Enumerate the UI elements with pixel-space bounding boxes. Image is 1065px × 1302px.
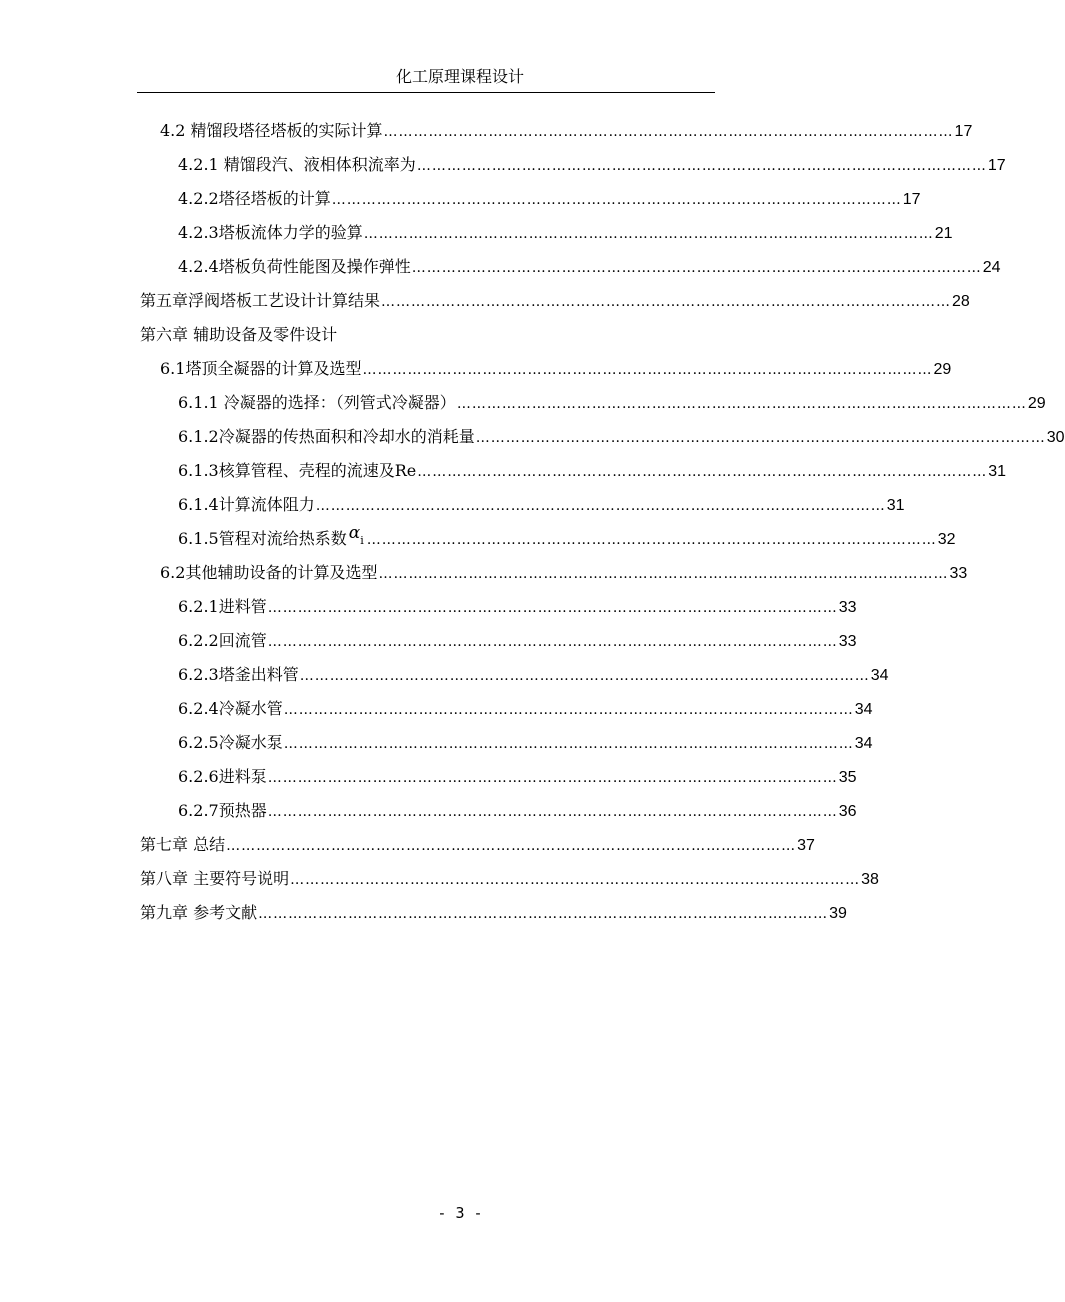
toc-entry[interactable] (178, 150, 1006, 180)
toc-entry-page: 17 (954, 123, 973, 140)
dot-leader: …………………………………………………………………………………………………… (363, 226, 934, 242)
toc-entry-label: 第七章 总结 (140, 835, 226, 854)
toc-entry[interactable] (160, 354, 952, 384)
toc-entry-label: 4.2.3塔板流体力学的验算 (178, 223, 363, 242)
toc-entry[interactable] (178, 796, 857, 826)
dot-leader: …………………………………………………………………………………………………… (381, 294, 952, 310)
toc-entry[interactable] (178, 626, 857, 656)
toc-entry[interactable] (160, 116, 973, 146)
toc-entry-label: 4.2.1 精馏段汽、液相体积流率为 (178, 155, 416, 174)
toc-entry-page: 34 (854, 701, 873, 718)
toc-entry-page: 30 (1046, 429, 1065, 446)
dot-leader: …………………………………………………………………………………………………… (290, 872, 861, 888)
toc-entry[interactable] (178, 660, 889, 690)
toc-entry-label: 4.2.4塔板负荷性能图及操作弹性 (178, 257, 411, 276)
toc-entry-label: 6.1.4计算流体阻力 (178, 495, 315, 514)
toc-entry-page: 17 (902, 191, 921, 208)
page-number: - 3 - (437, 1204, 483, 1222)
dot-leader: …………………………………………………………………………………………………… (383, 124, 954, 140)
dot-leader: …………………………………………………………………………………………………… (267, 634, 838, 650)
toc-entry-page: 35 (838, 769, 857, 786)
dot-leader: …………………………………………………………………………………………………… (362, 362, 933, 378)
toc-entry-page: 33 (838, 599, 857, 616)
toc-entry-page: 21 (934, 225, 953, 242)
dot-leader: …………………………………………………………………………………………………… (366, 532, 937, 548)
toc-entry-label: 6.1.3核算管程、壳程的流速及Re (178, 461, 417, 480)
toc-entry[interactable] (178, 388, 1046, 418)
toc-entry[interactable] (178, 762, 857, 792)
toc-entry[interactable] (178, 728, 873, 758)
toc-entry-page: 29 (933, 361, 952, 378)
dot-leader: …………………………………………………………………………………………………… (267, 804, 838, 820)
toc-entry[interactable] (178, 252, 1001, 282)
dot-leader: …………………………………………………………………………………………………… (226, 838, 797, 854)
dot-leader: …………………………………………………………………………………………………… (411, 260, 982, 276)
toc-entry-label: 6.1塔顶全凝器的计算及选型 (160, 359, 362, 378)
toc-entry-label: 6.2.5冷凝水泵 (178, 733, 283, 752)
toc-entry[interactable] (178, 490, 905, 520)
toc-entry-page: 37 (797, 837, 815, 854)
toc-entry-page: 38 (861, 871, 879, 888)
toc-entry-page: 17 (987, 157, 1006, 174)
dot-leader: …………………………………………………………………………………………………… (315, 498, 886, 514)
toc-entry[interactable] (140, 864, 879, 894)
toc-entry-page: 28 (952, 293, 970, 310)
toc-entry-page: 31 (886, 497, 905, 514)
dot-leader: …………………………………………………………………………………………………… (267, 770, 838, 786)
toc-entry-page: 32 (937, 531, 956, 548)
dot-leader: …………………………………………………………………………………………………… (331, 192, 902, 208)
toc-entry-label: 第五章浮阀塔板工艺设计计算结果 (140, 291, 381, 310)
toc-entry[interactable] (178, 184, 921, 214)
dot-leader: …………………………………………………………………………………………………… (378, 566, 949, 582)
toc-entry-label: 6.2.4冷凝水管 (178, 699, 283, 718)
toc-entry[interactable] (160, 558, 968, 588)
table-of-contents (0, 116, 1065, 936)
toc-entry-label: 4.2 精馏段塔径塔板的实际计算 (160, 121, 383, 140)
toc-entry-label: 6.2其他辅助设备的计算及选型 (160, 563, 378, 582)
dot-leader: …………………………………………………………………………………………………… (475, 430, 1046, 446)
toc-entry[interactable] (140, 286, 970, 316)
toc-entry[interactable] (140, 898, 847, 928)
toc-entry-label: 6.1.5管程对流给热系数 (178, 529, 347, 548)
toc-entry-page: 33 (838, 633, 857, 650)
alpha-symbol: α (348, 523, 361, 543)
dot-leader: …………………………………………………………………………………………………… (416, 158, 987, 174)
toc-entry-label: 6.1.1 冷凝器的选择：（列管式冷凝器） (178, 393, 456, 412)
toc-entry[interactable] (140, 830, 815, 860)
toc-entry-label: 第六章 辅助设备及零件设计 (140, 325, 338, 344)
toc-entry[interactable] (178, 694, 873, 724)
toc-entry[interactable] (178, 592, 857, 622)
toc-entry-page: 24 (982, 259, 1001, 276)
toc-entry-label: 6.1.2冷凝器的传热面积和冷却水的消耗量 (178, 427, 475, 446)
toc-entry-page: 31 (988, 463, 1007, 480)
alpha-subscript: i (360, 534, 364, 547)
header-rule (137, 92, 715, 93)
running-header: 化工原理课程设计 (395, 67, 524, 86)
toc-entry-label: 4.2.2塔径塔板的计算 (178, 189, 331, 208)
toc-entry-label: 6.2.2回流管 (178, 631, 267, 650)
dot-leader: …………………………………………………………………………………………………… (283, 736, 854, 752)
dot-leader: …………………………………………………………………………………………………… (417, 464, 988, 480)
toc-entry[interactable] (178, 218, 953, 248)
toc-entry[interactable] (178, 523, 956, 554)
toc-entry-page: 34 (870, 667, 889, 684)
toc-entry-label: 6.2.6进料泵 (178, 767, 267, 786)
dot-leader: …………………………………………………………………………………………………… (299, 668, 870, 684)
toc-entry-label: 第九章 参考文献 (140, 903, 258, 922)
toc-entry-label: 6.2.3塔釜出料管 (178, 665, 299, 684)
toc-entry-label: 6.2.7预热器 (178, 801, 267, 820)
toc-entry[interactable] (178, 456, 1007, 486)
dot-leader: …………………………………………………………………………………………………… (283, 702, 854, 718)
dot-leader: …………………………………………………………………………………………………… (456, 396, 1027, 412)
toc-entry[interactable] (140, 320, 715, 350)
toc-entry-page: 39 (829, 905, 847, 922)
toc-entry-page: 34 (854, 735, 873, 752)
dot-leader: …………………………………………………………………………………………………… (258, 906, 829, 922)
toc-entry-label: 6.2.1进料管 (178, 597, 267, 616)
toc-entry[interactable] (178, 422, 1065, 452)
toc-entry-page: 36 (838, 803, 857, 820)
toc-entry-page: 33 (949, 565, 968, 582)
toc-entry-label: 第八章 主要符号说明 (140, 869, 290, 888)
dot-leader: …………………………………………………………………………………………………… (267, 600, 838, 616)
toc-entry-page: 29 (1027, 395, 1046, 412)
